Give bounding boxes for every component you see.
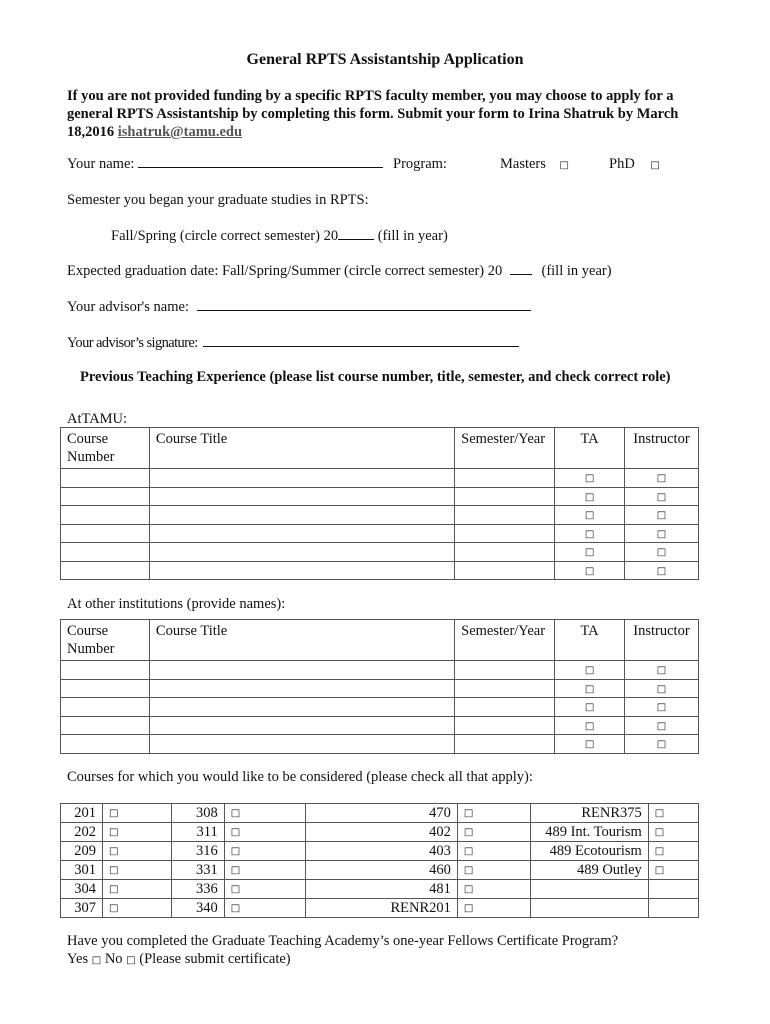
course-title-cell[interactable] <box>149 506 454 525</box>
expected-grad-row <box>67 263 612 280</box>
course-checkbox-cell[interactable] <box>102 861 171 880</box>
course-checkbox-cell[interactable] <box>457 823 531 842</box>
course-checkbox-cell[interactable] <box>102 899 171 918</box>
teaching-heading: Previous Teaching Experience (please list course number, title, semester, and check correct role) <box>80 369 671 385</box>
ta-cell[interactable] <box>555 716 625 735</box>
course-title-cell[interactable] <box>149 716 454 735</box>
email-link[interactable]: ishatruk@tamu.edu <box>117 124 243 140</box>
ta-checkbox[interactable]: □ <box>584 683 595 695</box>
course-code: 304 <box>61 880 103 899</box>
instructor-checkbox[interactable]: □ <box>656 547 667 559</box>
ta-cell[interactable] <box>555 487 625 506</box>
ta-cell[interactable] <box>555 698 625 717</box>
instructor-checkbox[interactable]: □ <box>656 473 667 485</box>
course-checkbox-cell[interactable] <box>224 861 305 880</box>
semester-year-cell[interactable] <box>455 735 555 754</box>
course-checkbox-cell[interactable] <box>457 804 531 823</box>
header-ta: TA <box>555 620 625 661</box>
course-number-cell[interactable] <box>61 561 150 580</box>
course-number-cell[interactable] <box>61 679 150 698</box>
header-course-number: Course Number <box>61 620 150 661</box>
gta-question: Have you completed the Graduate Teaching Academy’s one-year Fellows Certificate Program? <box>67 933 619 949</box>
course-checkbox[interactable]: □ <box>230 884 241 895</box>
course-checkbox-cell[interactable] <box>224 823 305 842</box>
ta-cell[interactable] <box>555 506 625 525</box>
masters-label: Masters <box>500 156 546 172</box>
course-code: RENR201 <box>306 899 458 918</box>
yes-label: Yes <box>67 951 89 967</box>
other-institutions-label: At other institutions (provide names): <box>67 596 286 612</box>
course-code: 489 Int. Tourism <box>531 823 648 842</box>
course-title-cell[interactable] <box>149 735 454 754</box>
table-row <box>61 469 699 488</box>
instructor-checkbox[interactable]: □ <box>656 739 667 751</box>
fill-in-year-label-2: (fill in year) <box>541 263 612 279</box>
fill-in-year-label: (fill in year) <box>377 228 448 244</box>
course-row <box>61 899 699 918</box>
course-code: 209 <box>61 842 103 861</box>
header-ta: TA <box>555 428 625 469</box>
course-checkbox[interactable]: □ <box>230 865 241 876</box>
course-checkbox-cell[interactable] <box>648 823 698 842</box>
instructor-cell[interactable] <box>624 469 698 488</box>
course-checkbox[interactable]: □ <box>463 846 474 857</box>
table-row <box>61 716 699 735</box>
ta-checkbox[interactable]: □ <box>584 528 595 540</box>
course-number-cell[interactable] <box>61 716 150 735</box>
course-checkbox[interactable]: □ <box>654 808 665 819</box>
course-number-cell[interactable] <box>61 543 150 562</box>
course-code: 460 <box>306 861 458 880</box>
course-row <box>61 861 699 880</box>
certificate-note: (Please submit certificate) <box>139 951 291 967</box>
course-checkbox[interactable]: □ <box>108 808 119 819</box>
course-checkbox[interactable]: □ <box>230 808 241 819</box>
header-course-title: Course Title <box>149 620 454 661</box>
ta-cell[interactable] <box>555 735 625 754</box>
instructor-cell[interactable] <box>624 524 698 543</box>
grad-year-field[interactable] <box>510 273 532 275</box>
course-number-cell[interactable] <box>61 661 150 680</box>
ta-checkbox[interactable]: □ <box>584 702 595 714</box>
table-header-row <box>61 428 699 469</box>
tamu-teaching-table <box>60 427 699 580</box>
course-code: 316 <box>171 842 224 861</box>
name-label: Your name: <box>67 156 135 172</box>
instructor-checkbox[interactable]: □ <box>656 510 667 522</box>
course-code: 340 <box>171 899 224 918</box>
course-checkbox-cell <box>648 880 698 899</box>
advisor-signature-label: Your advisor’s signature: <box>67 335 198 351</box>
advisor-name-field[interactable] <box>197 309 531 311</box>
course-checkbox-cell[interactable] <box>224 842 305 861</box>
no-label: No <box>104 951 123 967</box>
course-number-cell[interactable] <box>61 735 150 754</box>
instructor-cell[interactable] <box>624 661 698 680</box>
ta-cell[interactable] <box>555 543 625 562</box>
ta-checkbox[interactable]: □ <box>584 473 595 485</box>
semester-year-cell[interactable] <box>455 716 555 735</box>
table-row <box>61 735 699 754</box>
intro-text: If you are not provided funding by a specific RPTS faculty member, you may choose to apply for a general RPTS Assistantship by completing this form. Submit your form to Irina Shatruk by March 18,2016 <box>67 88 679 140</box>
table-row <box>61 561 699 580</box>
fall-spring-row <box>111 228 448 245</box>
table-row <box>61 543 699 562</box>
semester-year-cell[interactable] <box>455 469 555 488</box>
ta-cell[interactable] <box>555 561 625 580</box>
course-code <box>531 880 648 899</box>
course-row <box>61 804 699 823</box>
course-title-cell[interactable] <box>149 469 454 488</box>
course-checkbox-cell[interactable] <box>102 804 171 823</box>
course-checkbox[interactable]: □ <box>108 827 119 838</box>
table-row <box>61 506 699 525</box>
name-row <box>67 156 383 173</box>
masters-checkbox[interactable]: □ <box>559 160 569 171</box>
phd-label: PhD <box>609 156 635 172</box>
instructor-checkbox[interactable]: □ <box>656 665 667 677</box>
course-checkbox[interactable]: □ <box>108 865 119 876</box>
instructor-checkbox[interactable]: □ <box>656 491 667 503</box>
course-code: 489 Outley <box>531 861 648 880</box>
course-code: 402 <box>306 823 458 842</box>
phd-option <box>609 156 660 173</box>
course-checkbox-cell[interactable] <box>648 861 698 880</box>
instructor-cell[interactable] <box>624 506 698 525</box>
ta-checkbox[interactable]: □ <box>584 510 595 522</box>
course-code: 311 <box>171 823 224 842</box>
semester-year-cell[interactable] <box>455 698 555 717</box>
ta-cell[interactable] <box>555 524 625 543</box>
course-code: 331 <box>171 861 224 880</box>
other-teaching-table <box>60 619 699 754</box>
ta-checkbox[interactable]: □ <box>584 739 595 751</box>
course-row <box>61 842 699 861</box>
masters-option <box>500 156 569 173</box>
instructor-checkbox[interactable]: □ <box>656 720 667 732</box>
header-instructor: Instructor <box>624 620 698 661</box>
course-code: 336 <box>171 880 224 899</box>
course-number-cell[interactable] <box>61 698 150 717</box>
courses-table <box>60 803 699 918</box>
course-checkbox-cell[interactable] <box>102 842 171 861</box>
course-checkbox-cell[interactable] <box>457 861 531 880</box>
header-course-title: Course Title <box>149 428 454 469</box>
program-label: Program: <box>393 156 447 172</box>
course-checkbox-cell <box>648 899 698 918</box>
semester-began-label: Semester you began your graduate studies in RPTS: <box>67 192 369 208</box>
ta-checkbox[interactable]: □ <box>584 547 595 559</box>
ta-checkbox[interactable]: □ <box>584 491 595 503</box>
instructor-cell[interactable] <box>624 679 698 698</box>
name-field[interactable] <box>138 166 383 168</box>
course-title-cell[interactable] <box>149 524 454 543</box>
gta-answer-row <box>67 951 291 968</box>
semester-year-cell[interactable] <box>455 561 555 580</box>
course-checkbox[interactable]: □ <box>654 865 665 876</box>
course-title-cell[interactable] <box>149 661 454 680</box>
course-code: 481 <box>306 880 458 899</box>
course-checkbox-cell[interactable] <box>457 842 531 861</box>
course-code <box>531 899 648 918</box>
course-code: 301 <box>61 861 103 880</box>
instructor-checkbox[interactable]: □ <box>656 702 667 714</box>
course-checkbox[interactable]: □ <box>654 827 665 838</box>
fall-spring-label: Fall/Spring (circle correct semester) 20 <box>111 228 339 244</box>
advisor-name-row <box>67 299 531 316</box>
course-title-cell[interactable] <box>149 561 454 580</box>
course-checkbox[interactable]: □ <box>463 865 474 876</box>
semester-year-cell[interactable] <box>455 661 555 680</box>
course-code: 403 <box>306 842 458 861</box>
advisor-signature-row <box>67 335 519 352</box>
course-title-cell[interactable] <box>149 487 454 506</box>
course-code: 307 <box>61 899 103 918</box>
course-checkbox[interactable]: □ <box>230 827 241 838</box>
semester-year-cell[interactable] <box>455 506 555 525</box>
course-row <box>61 823 699 842</box>
course-number-cell[interactable] <box>61 487 150 506</box>
course-code: 489 Ecotourism <box>531 842 648 861</box>
table-row <box>61 661 699 680</box>
course-checkbox-cell[interactable] <box>224 899 305 918</box>
course-checkbox[interactable]: □ <box>108 884 119 895</box>
ta-checkbox[interactable]: □ <box>584 720 595 732</box>
course-number-cell[interactable] <box>61 524 150 543</box>
page-title: General RPTS Assistantship Application <box>246 51 524 68</box>
course-checkbox[interactable]: □ <box>463 827 474 838</box>
table-row <box>61 679 699 698</box>
course-title-cell[interactable] <box>149 679 454 698</box>
intro-paragraph <box>67 87 707 141</box>
course-checkbox[interactable]: □ <box>463 903 474 914</box>
course-title-cell[interactable] <box>149 698 454 717</box>
course-row <box>61 880 699 899</box>
course-number-cell[interactable] <box>61 506 150 525</box>
header-semester-year: Semester/Year <box>455 620 555 661</box>
course-checkbox[interactable]: □ <box>230 846 241 857</box>
at-tamu-label: AtTAMU: <box>67 411 128 427</box>
ta-cell[interactable] <box>555 469 625 488</box>
no-checkbox[interactable]: □ <box>126 955 136 966</box>
course-checkbox-cell[interactable] <box>102 880 171 899</box>
course-code: RENR375 <box>531 804 648 823</box>
instructor-cell[interactable] <box>624 716 698 735</box>
ta-cell[interactable] <box>555 679 625 698</box>
course-code: 202 <box>61 823 103 842</box>
ta-checkbox[interactable]: □ <box>584 565 595 577</box>
courses-label: Courses for which you would like to be considered (please check all that apply): <box>67 769 533 785</box>
course-checkbox[interactable]: □ <box>108 903 119 914</box>
course-checkbox-cell[interactable] <box>648 804 698 823</box>
course-checkbox[interactable]: □ <box>463 808 474 819</box>
course-checkbox-cell[interactable] <box>224 880 305 899</box>
phd-checkbox[interactable]: □ <box>650 160 660 171</box>
course-checkbox-cell[interactable] <box>224 804 305 823</box>
semester-year-cell[interactable] <box>455 487 555 506</box>
instructor-checkbox[interactable]: □ <box>656 528 667 540</box>
yes-checkbox[interactable]: □ <box>91 955 102 966</box>
course-code: 201 <box>61 804 103 823</box>
course-checkbox-cell[interactable] <box>457 899 531 918</box>
instructor-checkbox[interactable]: □ <box>656 565 667 577</box>
course-checkbox[interactable]: □ <box>654 846 665 857</box>
course-checkbox[interactable]: □ <box>108 846 119 857</box>
advisor-name-label: Your advisor's name: <box>67 299 189 315</box>
instructor-checkbox[interactable]: □ <box>656 683 667 695</box>
header-semester-year: Semester/Year <box>455 428 555 469</box>
instructor-cell[interactable] <box>624 487 698 506</box>
course-checkbox[interactable]: □ <box>230 903 241 914</box>
course-checkbox-cell[interactable] <box>457 880 531 899</box>
course-code: 308 <box>171 804 224 823</box>
course-checkbox-cell[interactable] <box>648 842 698 861</box>
table-row <box>61 524 699 543</box>
instructor-cell[interactable] <box>624 543 698 562</box>
header-instructor: Instructor <box>624 428 698 469</box>
course-code: 470 <box>306 804 458 823</box>
course-title-cell[interactable] <box>149 543 454 562</box>
ta-checkbox[interactable]: □ <box>584 665 595 677</box>
semester-year-cell[interactable] <box>455 524 555 543</box>
expected-grad-label: Expected graduation date: Fall/Spring/Summer (circle correct semester) 20 <box>67 263 503 279</box>
advisor-signature-field[interactable] <box>203 345 519 347</box>
header-course-number: Course Number <box>61 428 150 469</box>
ta-cell[interactable] <box>555 661 625 680</box>
instructor-cell[interactable] <box>624 735 698 754</box>
table-row <box>61 487 699 506</box>
course-checkbox-cell[interactable] <box>102 823 171 842</box>
table-header-row <box>61 620 699 661</box>
table-row <box>61 698 699 717</box>
start-year-field[interactable] <box>338 238 374 240</box>
semester-year-cell[interactable] <box>455 543 555 562</box>
semester-year-cell[interactable] <box>455 679 555 698</box>
instructor-cell[interactable] <box>624 561 698 580</box>
instructor-cell[interactable] <box>624 698 698 717</box>
course-number-cell[interactable] <box>61 469 150 488</box>
course-checkbox[interactable]: □ <box>463 884 474 895</box>
